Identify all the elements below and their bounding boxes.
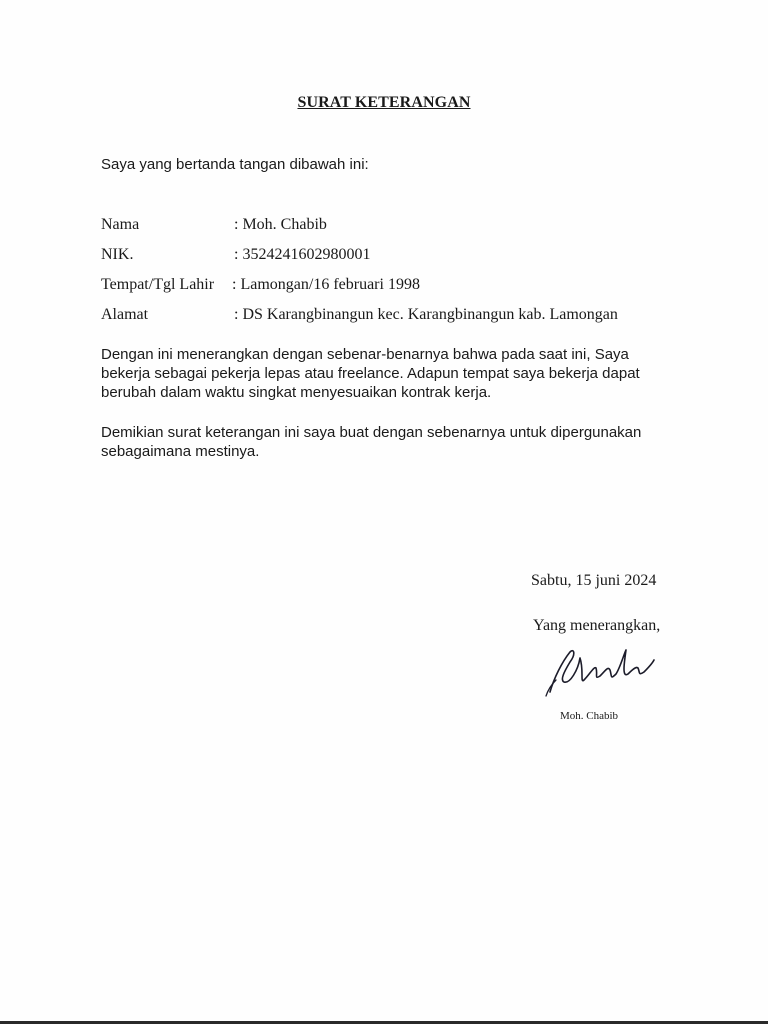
field-row-nik xyxy=(101,244,721,274)
closing-salutation: Yang menerangkan, xyxy=(533,617,661,634)
field-value: : Lamongan/16 februari 1998 xyxy=(232,276,420,293)
field-row-birth xyxy=(101,274,721,304)
field-value: : DS Karangbinangun kec. Karangbinangun kab. Lamongan xyxy=(234,306,618,323)
field-label: Alamat xyxy=(101,306,149,323)
letter-title: SURAT KETERANGAN xyxy=(297,94,471,111)
closing-paragraph: Demikian surat keterangan ini saya buat dengan sebenarnya untuk dipergunakan sebagaimana mestinya. xyxy=(101,424,642,460)
field-row-address xyxy=(101,304,721,334)
signature-icon xyxy=(540,640,660,700)
intro-text: Saya yang bertanda tangan dibawah ini: xyxy=(101,156,369,173)
statement-paragraph: Dengan ini menerangkan dengan sebenar-benarnya bahwa pada saat ini, Saya bekerja sebagai pekerja lepas atau freelance. Adapun tempat saya bekerja dapat berubah dalam waktu singkat menyesuaikan kontrak kerja. xyxy=(101,346,640,401)
field-row-nama xyxy=(101,214,721,244)
identity-fields xyxy=(101,214,721,334)
field-label: Nama xyxy=(101,216,140,233)
field-label: Tempat/Tgl Lahir xyxy=(101,276,215,293)
signer-name: Moh. Chabib xyxy=(560,710,619,722)
field-value: : Moh. Chabib xyxy=(234,216,327,233)
field-value: : 3524241602980001 xyxy=(234,246,371,263)
field-label: NIK. xyxy=(101,246,134,263)
letter-date: Sabtu, 15 juni 2024 xyxy=(531,572,657,589)
